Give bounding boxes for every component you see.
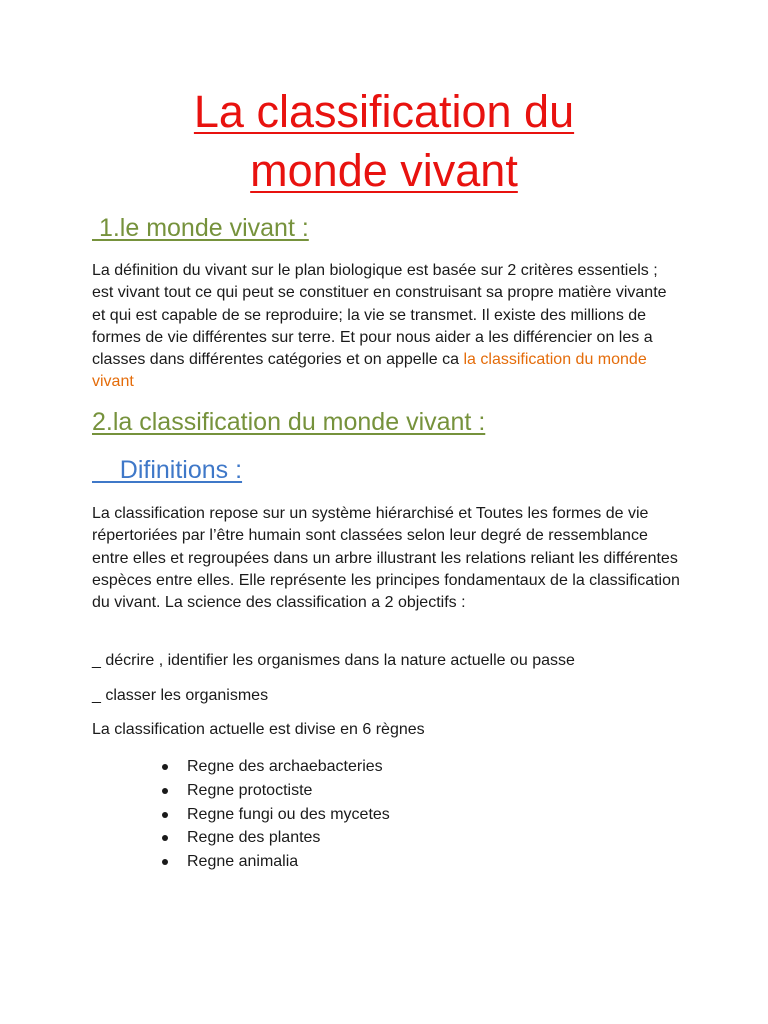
list-item: Regne fungi ou des mycetes: [187, 803, 390, 827]
section-2-heading: 2.la classification du monde vivant :: [92, 408, 486, 436]
list-item: Regne des archaebacteries: [187, 755, 390, 779]
objective-describe: _ décrire , identifier les organismes dans la nature actuelle ou passe: [92, 652, 575, 669]
kingdoms-intro: La classification actuelle est divise en 6 règnes: [92, 721, 425, 738]
section-1-text: La définition du vivant sur le plan biologique est basée sur 2 critères essentiels ; est vivant tout ce qui peut se constituer en construisant sa propre matière vivante et qui est capable de se reproduire; la vie se transmet. Il existe des millions de formes de vie différentes sur terre. Et pour nous aider a les différencier on les a classes dans différentes catégories et on appelle ca: [92, 262, 667, 369]
list-item: Regne des plantes: [187, 826, 390, 850]
list-item: Regne protoctiste: [187, 779, 390, 803]
section-1-paragraph: [92, 260, 682, 394]
title-line-1: La classification du: [193, 86, 575, 137]
objective-classify: _ classer les organismes: [92, 687, 269, 704]
section-1-highlight: la classification du monde vivant: [92, 351, 647, 391]
title-line-2: monde vivant: [250, 145, 518, 196]
kingdoms-list: [187, 755, 390, 874]
section-2-paragraph: La classification repose sur un système hiérarchisé et Toutes les formes de vie répertoriées par l’être humain sont classées selon leur degré de ressemblance entre elles et regroupées dans un arbre illustrant les relations reliant les différentes espèces entre elles. Elle représente les principes fondamentaux de la classification du vivant. La science des classification a 2 objectifs :: [92, 505, 680, 612]
definitions-subheading: Difinitions :: [92, 456, 243, 484]
section-1-heading: 1.le monde vivant :: [92, 214, 309, 242]
page-title: [0, 82, 768, 200]
list-item: Regne animalia: [187, 850, 390, 874]
